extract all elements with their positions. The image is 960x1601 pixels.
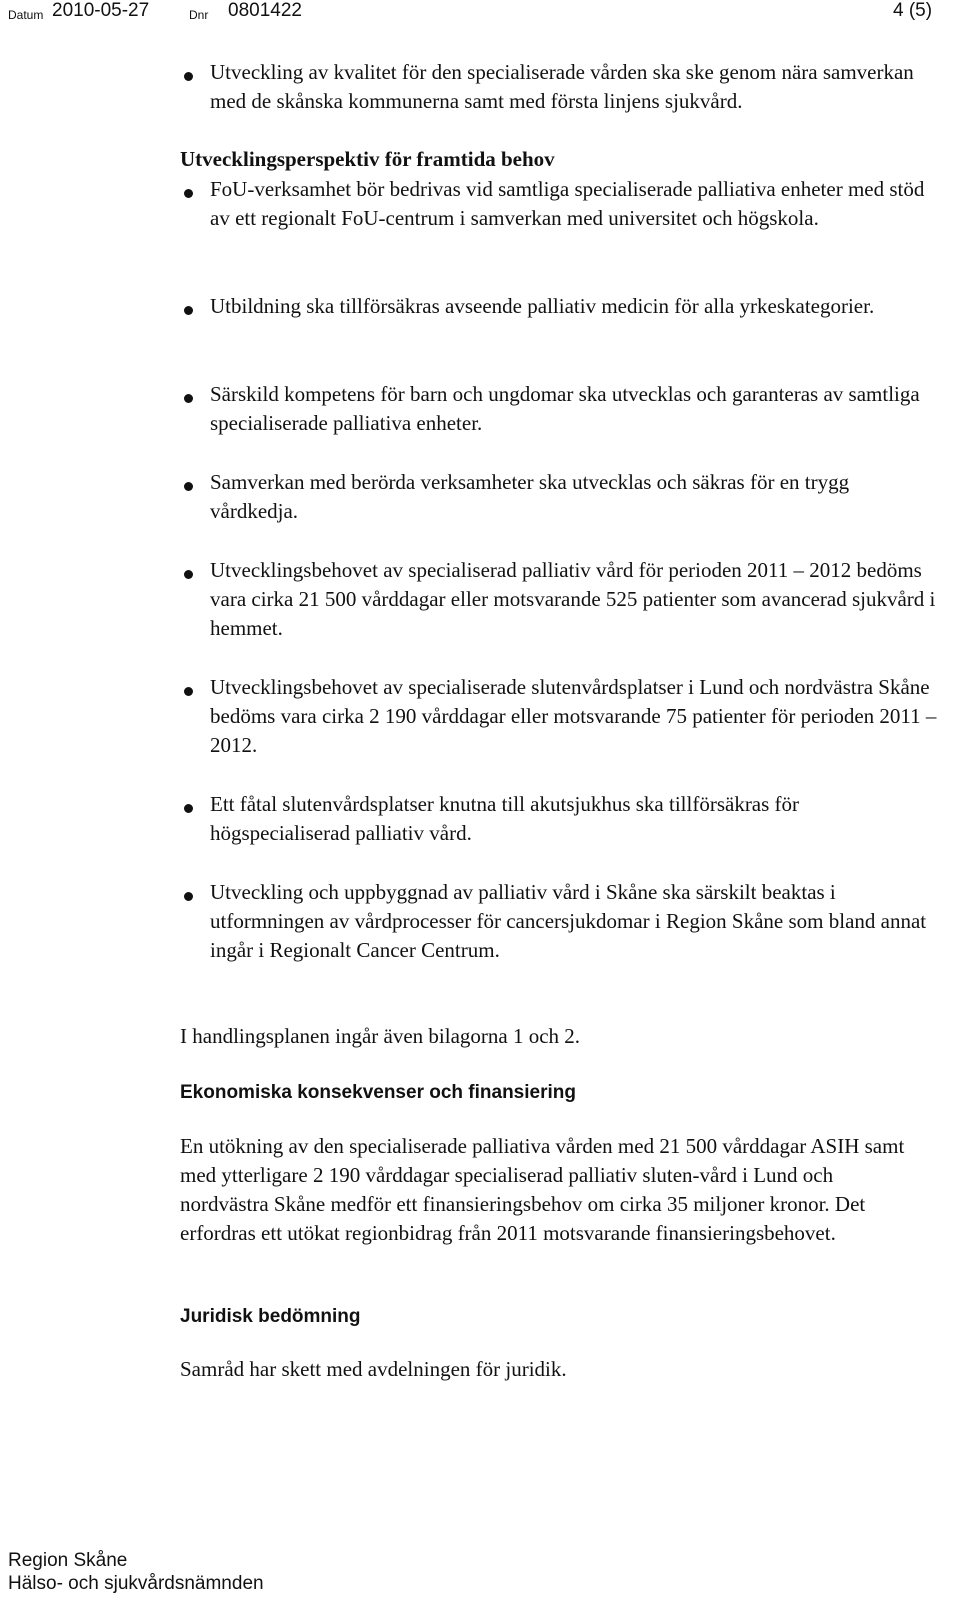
list-item-text: Utveckling av kvalitet för den specialiserade vården ska ske genom nära samverkan med de skånska kommunerna samt med första linjens sjukvård. (210, 60, 914, 113)
bullet-icon (184, 189, 193, 198)
bullet-icon (184, 892, 193, 901)
list-item-text: Utvecklingsbehovet av specialiserade slutenvårdsplatser i Lund och nordvästra Skåne bedöms vara cirka 2 190 vårddagar eller motsvarande 75 patienter för perioden 2011 – 2012. (210, 675, 937, 757)
bullet-icon (184, 306, 193, 315)
bullet-icon (184, 570, 193, 579)
econ-heading: Ekonomiska konsekvenser och finansiering (180, 1082, 576, 1103)
subheading: Utvecklingsperspektiv för framtida behov (180, 147, 555, 171)
legal-heading: Juridisk bedömning (180, 1306, 361, 1327)
footer-dept: Hälso- och sjukvårdsnämnden (8, 1573, 264, 1594)
list-item-text: FoU-verksamhet bör bedrivas vid samtliga specialiserade palliativa enheter med stöd av ett regionalt FoU-centrum i samverkan med universitet och högskola. (210, 177, 925, 230)
bullet-icon (184, 804, 193, 813)
list-item-text: Samverkan med berörda verksamheter ska utvecklas och säkras för en trygg vårdkedja. (210, 470, 850, 523)
bullet-icon (184, 482, 193, 491)
bullet-icon (184, 687, 193, 696)
header-dnr: 0801422 (228, 0, 302, 21)
econ-paragraph: En utökning av den specialiserade palliativa vården med 21 500 vårddagar ASIH samt med ytterligare 2 190 vårddagar specialiserad palliativ sluten-vård i Lund och nordvästra Skåne medför ett finansieringsbehov om cirka 35 miljoner kronor. Det erfordras ett utökat regionbidrag från 2011 motsvarande finansieringsbehovet. (180, 1134, 905, 1245)
header-date: 2010-05-27 (52, 0, 150, 21)
page-number: 4 (5) (893, 0, 933, 21)
list-item-text: Särskild kompetens för barn och ungdomar ska utvecklas och garanteras av samtliga specialiserade palliativa enheter. (210, 382, 920, 435)
bullet-icon (184, 72, 193, 81)
list-item-text: Utveckling och uppbyggnad av palliativ vård i Skåne ska särskilt beaktas i utformningen av vårdprocesser för cancersjukdomar i Region Skåne som bland annat ingår i Regionalt Cancer Centrum. (210, 880, 927, 962)
list-item-text: Ett fåtal slutenvårdsplatser knutna till akutsjukhus ska tillförsäkras för högspecialiserad palliativ vård. (210, 792, 800, 845)
legal-paragraph: Samråd har skett med avdelningen för juridik. (180, 1357, 567, 1381)
bilagor-paragraph: I handlingsplanen ingår även bilagorna 1 och 2. (180, 1024, 581, 1048)
bullet-icon (184, 394, 193, 403)
dnr-label: Dnr (189, 8, 209, 22)
list-item-text: Utvecklingsbehovet av specialiserad palliativ vård för perioden 2011 – 2012 bedöms vara cirka 21 500 vårddagar eller motsvarande 525 patienter som avancerad sjukvård i hemmet. (210, 558, 936, 640)
datum-label: Datum (8, 8, 44, 22)
footer-org: Region Skåne (8, 1550, 128, 1571)
list-item-text: Utbildning ska tillförsäkras avseende palliativ medicin för alla yrkeskategorier. (210, 294, 875, 318)
